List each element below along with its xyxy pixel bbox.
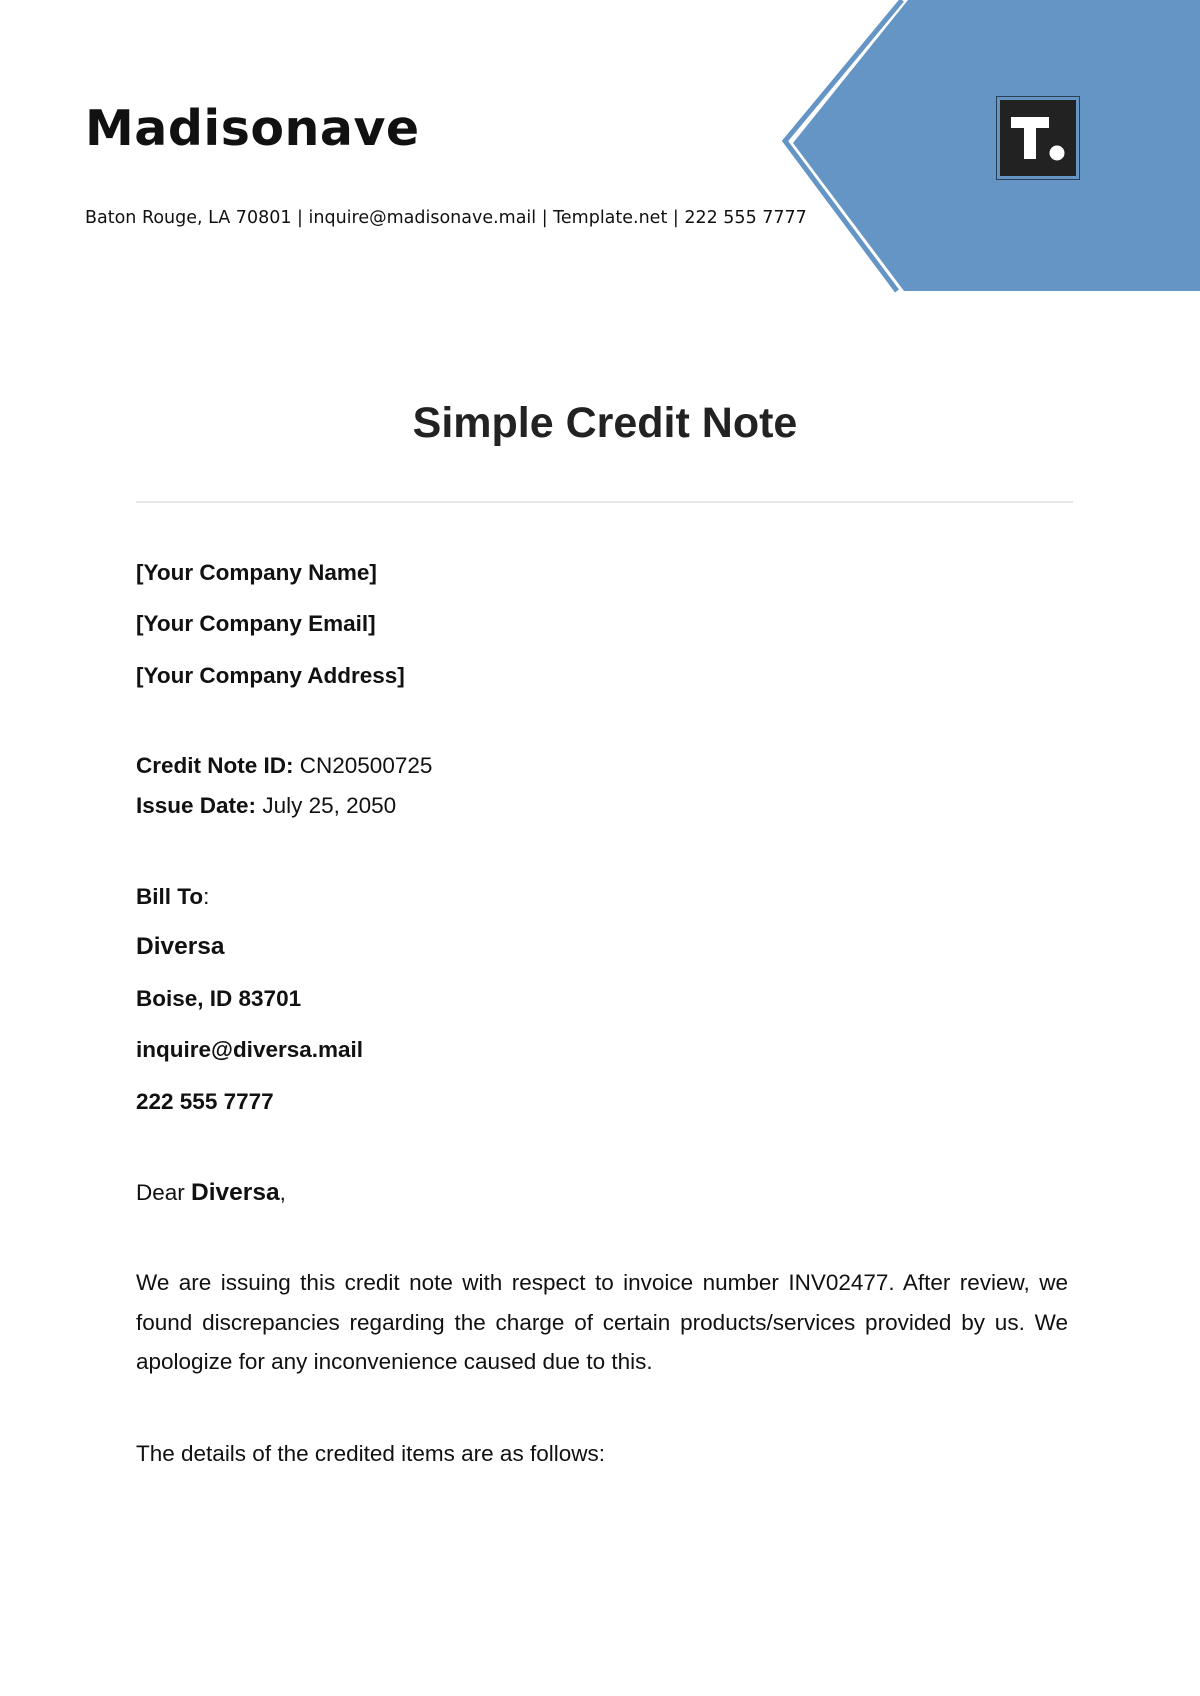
issue-date-label: Issue Date: (136, 793, 257, 818)
salutation (136, 1178, 286, 1207)
bill-to-phone: 222 555 7777 (136, 1089, 274, 1114)
credit-note-id-row (136, 752, 432, 779)
contact-line: Baton Rouge, LA 70801 | inquire@madisonave.mail | Template.net | 222 555 7777 (85, 208, 807, 228)
details-intro: The details of the credited items are as follows: (136, 1441, 605, 1466)
salutation-comma: , (279, 1180, 286, 1205)
salutation-name: Diversa (191, 1179, 280, 1206)
bill-to-email: inquire@diversa.mail (136, 1037, 364, 1062)
sender-company-email: [Your Company Email] (136, 611, 376, 636)
sender-company-name: [Your Company Name] (136, 560, 377, 585)
bill-to-address: Boise, ID 83701 (136, 986, 302, 1011)
sender-company-address: [Your Company Address] (136, 663, 405, 688)
bill-to-name: Diversa (136, 933, 225, 960)
bill-to-colon: : (203, 884, 210, 909)
issue-date-row (136, 792, 396, 819)
credit-note-id-label: Credit Note ID: (136, 753, 294, 778)
company-logo (996, 96, 1080, 180)
issue-date-value: July 25, 2050 (262, 793, 397, 818)
title-divider (136, 501, 1073, 503)
brand-name: Madisonave (85, 100, 420, 157)
document-title: Simple Credit Note (412, 399, 798, 447)
bill-to-label: Bill To (136, 884, 204, 909)
bill-to-heading (136, 883, 209, 910)
credit-note-id-value: CN20500725 (299, 753, 433, 778)
logo-t-icon (1000, 100, 1076, 176)
salutation-word: Dear (136, 1180, 185, 1205)
body-paragraph: We are issuing this credit note with respect to invoice number INV02477. After review, we found discrepancies regarding the charge of certain products/services provided by us. We apologize for any inconvenience caused due to this. (136, 1270, 1068, 1374)
